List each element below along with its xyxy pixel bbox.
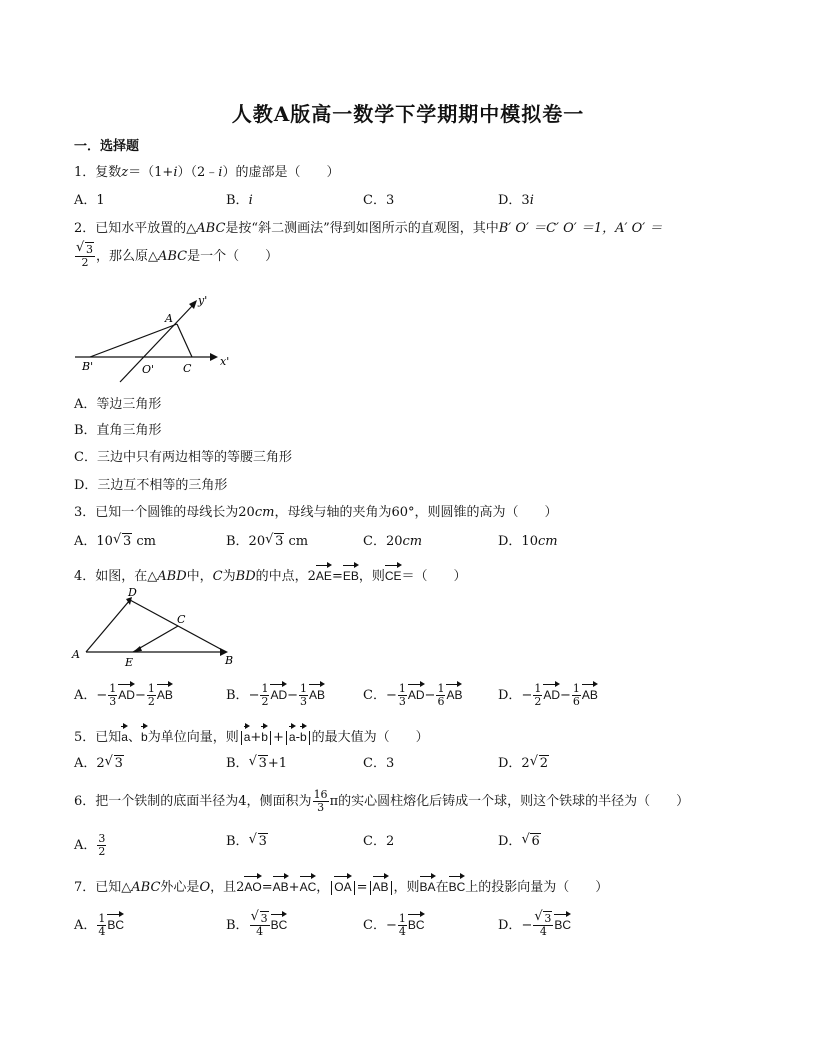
q6-option-a: A． $\frac{3}{2}$ <box>74 832 106 858</box>
q3-option-d: D．10cm <box>498 534 558 549</box>
fig4-label-c: C <box>177 613 186 626</box>
q6-option-d: D．√ 6 <box>498 833 541 851</box>
q7-option-d: D．− √ $\frac{3}{4}$ BC <box>498 912 571 938</box>
q2-option-c: C．三边中只有两边相等的等腰三角形 <box>74 450 292 465</box>
fig4-label-d: D <box>128 586 137 599</box>
q5-option-d: D．2√ 2 <box>498 755 549 773</box>
q2-option-d: D．三边互不相等的三角形 <box>74 478 228 493</box>
fig4-label-a: A <box>72 648 80 661</box>
fig2-label-y: y' <box>198 294 208 307</box>
q7-option-c: C．− $\frac{1}{4}$ BC <box>363 912 425 938</box>
q6-option-b: B．√ 3 <box>226 833 268 851</box>
fig4-label-b: B <box>225 654 234 667</box>
fig2-label-c: C <box>183 362 192 375</box>
question-1-stem: 1．复数z＝（1+i）（2﹣i）的虚部是（ ） <box>74 165 340 180</box>
q2-option-b: B．直角三角形 <box>74 423 162 438</box>
q1-option-b: B．i <box>226 193 253 208</box>
q2-oblique-figure <box>70 290 240 390</box>
q4-option-a: A．− $\frac{1}{3}$ AD− $\frac{1}{2}$ AB <box>74 682 173 708</box>
fig2-label-b: B' <box>82 360 94 373</box>
question-2-stem: 2．已知水平放置的△ABC是按“斜二测画法”得到如图所示的直观图，其中B′ O′ ＝C′ O′ ＝1，A′ O′ ＝ <box>74 221 663 236</box>
q3-option-c: C．20cm <box>363 534 423 549</box>
q4-option-c: C．− $\frac{1}{3}$ AD− $\frac{1}{6}$ AB <box>363 682 463 708</box>
question-2-stem-cont: √ $\frac{3}{2}$ ，那么原△ABC是一个（ ） <box>74 244 278 269</box>
page-title: 人教A版高一数学下学期期中模拟卷一 <box>231 102 585 126</box>
q2-option-a: A．等边三角形 <box>74 397 162 412</box>
question-4-stem: 4．如图，在△ABD中，C为BD的中点，2AE=EB，则CE＝（ ） <box>74 563 467 586</box>
q5-option-b: B．√ 3+1 <box>226 755 287 773</box>
fig4-label-e: E <box>125 656 134 669</box>
q3-option-a: A．10√ 3 cm <box>74 533 156 551</box>
q6-option-c: C．2 <box>363 834 395 849</box>
question-5-stem: 5．已知a、b为单位向量，则 a+b + a-b 的最大值为（ ） <box>74 724 429 747</box>
question-7-stem: 7．已知△ABC外心是O，且2AO=AB+AC， OA = AB ，则BA在BC上的投影向量为（ ） <box>74 874 608 897</box>
question-6-stem: 6．把一个铁制的底面半径为4，侧面积为 $\frac{16}{3}$ π的实心圆柱熔化后铸成一个球，则这个铁球的半径为（ ） <box>74 788 690 814</box>
q7-option-a: A． $\frac{1}{4}$ BC <box>74 912 125 938</box>
fig2-label-x: x' <box>220 355 230 368</box>
q1-option-a: A．1 <box>74 193 105 208</box>
fig2-label-a: A <box>165 312 173 325</box>
question-3-stem: 3．已知一个圆锥的母线长为20cm，母线与轴的夹角为60°，则圆锥的高为（ ） <box>74 505 558 520</box>
q4-option-b: B．− $\frac{1}{2}$ AD− $\frac{1}{3}$ AB <box>226 682 326 708</box>
q4-triangle-figure <box>70 586 245 670</box>
q1-option-d: D．3i <box>498 193 534 208</box>
section-heading: 一．选择题 <box>74 139 140 154</box>
q3-option-b: B．20√ 3 cm <box>226 533 308 551</box>
q1-option-c: C．3 <box>363 193 395 208</box>
fig2-label-o: O' <box>142 363 155 376</box>
q5-option-a: A．2√ 3 <box>74 755 124 773</box>
q5-option-c: C．3 <box>363 756 395 771</box>
q7-option-b: B． √ $\frac{3}{4}$ BC <box>226 912 287 938</box>
q4-option-d: D．− $\frac{1}{2}$ AD− $\frac{1}{6}$ AB <box>498 682 598 708</box>
q2-fraction: √ $\frac{3}{2}$ <box>75 244 95 269</box>
